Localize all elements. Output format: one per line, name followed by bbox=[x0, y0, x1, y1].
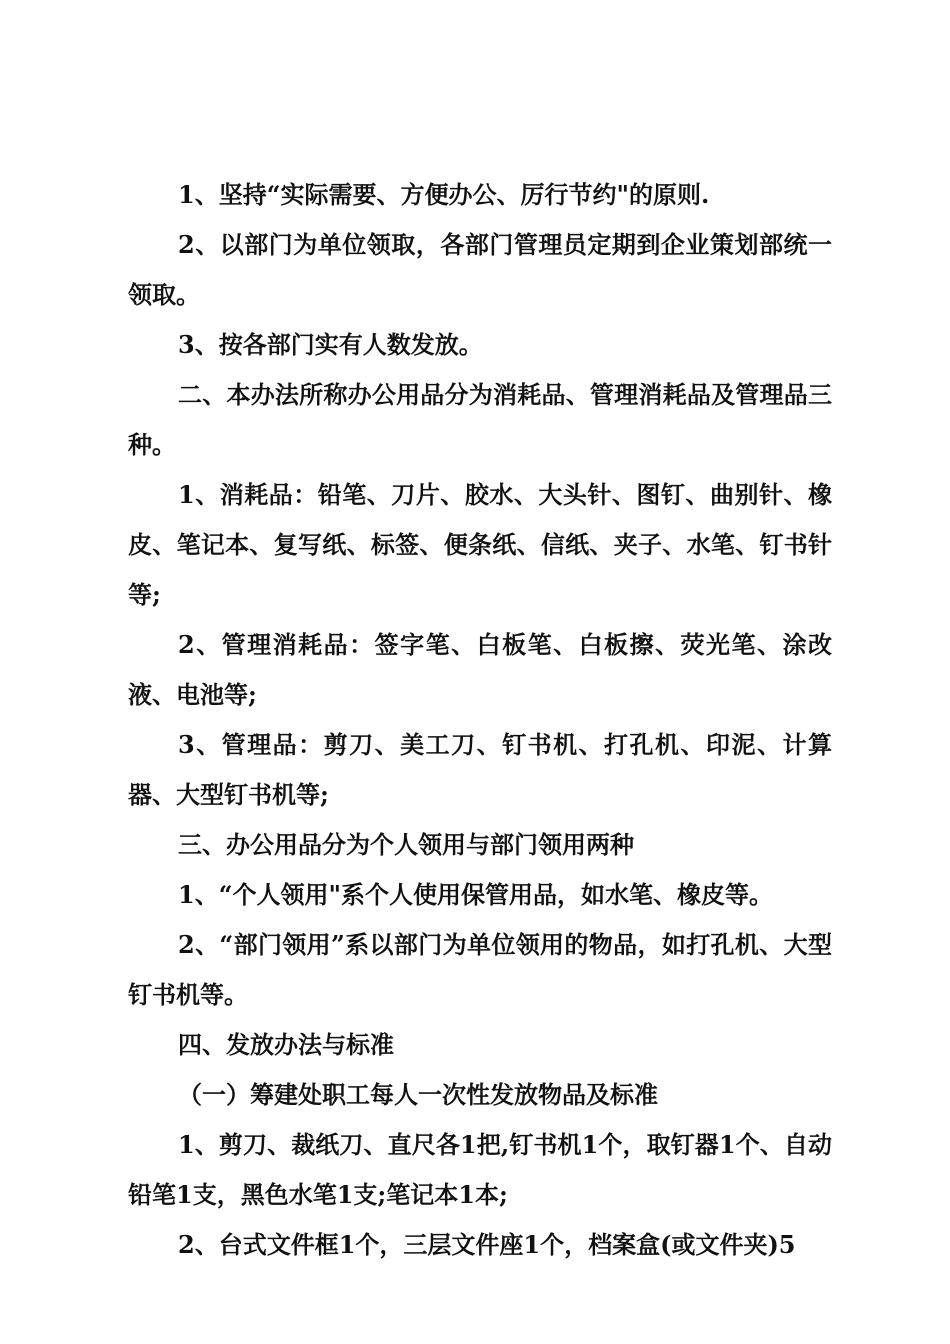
paragraph-personal-use: 1、“个人领用"系个人使用保管用品，如水笔、橡皮等。 bbox=[178, 880, 774, 909]
section-heading-usage-types: 三、办公用品分为个人领用与部门领用两种 bbox=[178, 830, 634, 859]
paragraph-department-use: 2、“部门领用”系以部门为单位领用的物品，如打孔机、大型钉书机等。 bbox=[128, 930, 832, 1009]
section-heading-distribution: 四、发放办法与标准 bbox=[178, 1030, 394, 1059]
paragraph-issue-item-2: 2、台式文件框1个，三层文件座1个，档案盒(或文件夹)5 bbox=[178, 1230, 796, 1259]
paragraph-consumables: 1、消耗品：铅笔、刀片、胶水、大头针、图钉、曲别针、橡皮、笔记本、复写纸、标签、便条纸、信纸、夹子、水笔、钉书针等; bbox=[128, 480, 832, 609]
document-body bbox=[128, 170, 832, 1270]
paragraph-issue-item-1: 1、剪刀、裁纸刀、直尺各1把,钉书机1个，取钉器1个、自动铅笔1支，黑色水笔1支;笔记本1本; bbox=[128, 1130, 832, 1209]
section-heading-categories: 二、本办法所称办公用品分为消耗品、管理消耗品及管理品三种。 bbox=[128, 380, 832, 459]
paragraph-managed-items: 3、管理品：剪刀、美工刀、钉书机、打孔机、印泥、计算器、大型钉书机等; bbox=[128, 730, 832, 809]
paragraph-managed-consumables: 2、管理消耗品：签字笔、白板笔、白板擦、荧光笔、涂改液、电池等; bbox=[128, 630, 832, 709]
paragraph-principle: 1、坚持“实际需要、方便办公、厉行节约"的原则. bbox=[178, 180, 710, 209]
subsection-heading-one-time-issue: （一）筹建处职工每人一次性发放物品及标准 bbox=[178, 1080, 658, 1109]
paragraph-distribute-by-headcount: 3、按各部门实有人数发放。 bbox=[178, 330, 483, 359]
paragraph-collect-by-department: 2、以部门为单位领取，各部门管理员定期到企业策划部统一领取。 bbox=[128, 230, 832, 309]
